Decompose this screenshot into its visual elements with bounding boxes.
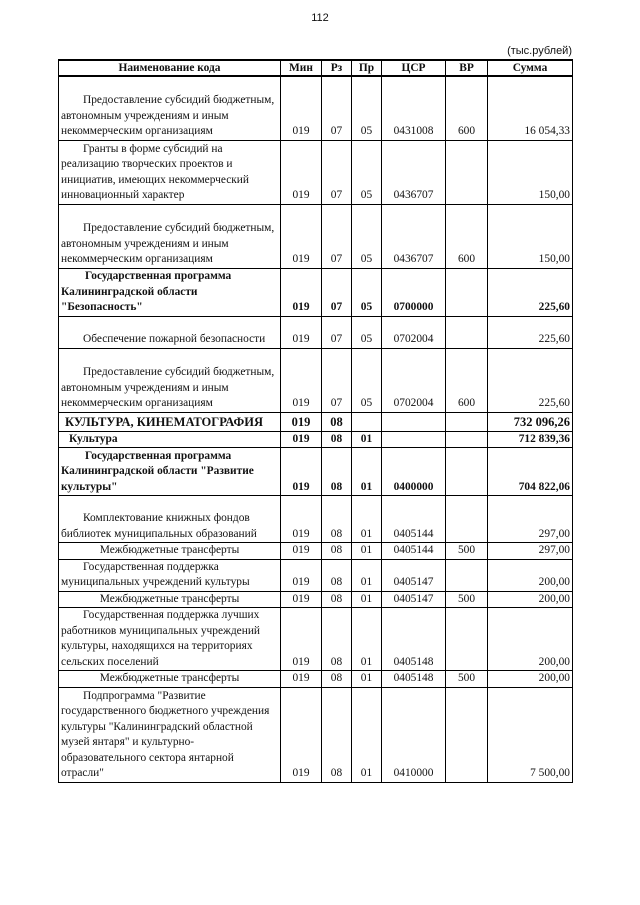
- row-name: [59, 591, 281, 608]
- row-vr: [446, 496, 488, 543]
- row-min: 019: [281, 608, 322, 671]
- row-vr: [446, 431, 488, 448]
- row-name-text: Культура: [69, 432, 118, 445]
- row-name: [59, 559, 281, 591]
- row-csr: 0702004: [382, 316, 446, 348]
- row-name-text: Обеспечение пожарной безопасности: [83, 333, 266, 345]
- row-rz: 08: [322, 671, 352, 688]
- table-row: [59, 316, 573, 348]
- table-body: [59, 76, 573, 782]
- row-name: [59, 687, 281, 782]
- row-rz: 07: [322, 204, 352, 268]
- row-min: 019: [281, 76, 322, 140]
- row-sum: 225,60: [488, 316, 573, 348]
- row-min: 019: [281, 412, 322, 431]
- row-csr: 0400000: [382, 448, 446, 496]
- row-name: [59, 348, 281, 412]
- row-min: 019: [281, 268, 322, 316]
- row-csr: 0405148: [382, 671, 446, 688]
- row-name-text: Государственная поддержка лучших работников муниципальных учреждений культуры, находящихся на территориях сельских поселений: [61, 609, 261, 668]
- table-row: [59, 671, 573, 688]
- row-rz: 08: [322, 496, 352, 543]
- row-name: [59, 316, 281, 348]
- row-sum: 150,00: [488, 204, 573, 268]
- row-sum: 200,00: [488, 608, 573, 671]
- table-row: [59, 608, 573, 671]
- row-sum: 200,00: [488, 671, 573, 688]
- row-pr: [352, 412, 382, 431]
- row-sum: 732 096,26: [488, 412, 573, 431]
- row-name: [59, 543, 281, 560]
- row-vr: [446, 140, 488, 204]
- table-row: [59, 543, 573, 560]
- row-min: 019: [281, 348, 322, 412]
- table-row: [59, 204, 573, 268]
- row-name: [59, 431, 281, 448]
- row-csr: 0436707: [382, 140, 446, 204]
- row-min: 019: [281, 559, 322, 591]
- table-row: [59, 140, 573, 204]
- row-name-text: Предоставление субсидий бюджетным, автономным учреждениям и иным некоммерческим организациям: [61, 94, 275, 137]
- table-row: [59, 76, 573, 140]
- row-sum: 297,00: [488, 543, 573, 560]
- row-rz: 08: [322, 591, 352, 608]
- row-rz: 08: [322, 608, 352, 671]
- row-name-text: Гранты в форме субсидий на реализацию творческих проектов и инициатив, имеющих некоммерческий инновационный характер: [61, 142, 249, 201]
- row-sum: 16 054,33: [488, 76, 573, 140]
- budget-table: [58, 59, 573, 783]
- col-header-csr: ЦСР: [382, 60, 446, 76]
- row-vr: [446, 448, 488, 496]
- row-name: [59, 671, 281, 688]
- table-header: [59, 60, 573, 76]
- row-name: [59, 496, 281, 543]
- row-csr: 0405144: [382, 543, 446, 560]
- row-rz: 08: [322, 412, 352, 431]
- row-pr: 01: [352, 591, 382, 608]
- row-name-text: Подпрограмма "Развитие государственного бюджетного учреждения культуры "Калининградский областной музей янтаря" и культурно-образовательного сектора янтарной отрасли": [61, 689, 270, 779]
- row-name: [59, 76, 281, 140]
- row-min: 019: [281, 496, 322, 543]
- row-min: 019: [281, 448, 322, 496]
- row-pr: 01: [352, 448, 382, 496]
- table-row: [59, 348, 573, 412]
- row-name-text: Предоставление субсидий бюджетным, автономным учреждениям и иным некоммерческим организациям: [61, 366, 275, 409]
- row-sum: 150,00: [488, 140, 573, 204]
- row-csr: [382, 412, 446, 431]
- col-header-min: Мин: [281, 60, 322, 76]
- row-sum: 297,00: [488, 496, 573, 543]
- row-csr: 0405147: [382, 591, 446, 608]
- row-sum: 225,60: [488, 348, 573, 412]
- row-vr: 600: [446, 348, 488, 412]
- row-name-text: Государственная поддержка муниципальных учреждений культуры: [61, 560, 250, 588]
- table-row: [59, 687, 573, 782]
- table-row: [59, 559, 573, 591]
- row-name: [59, 412, 281, 431]
- row-csr: 0431008: [382, 76, 446, 140]
- row-sum: 7 500,00: [488, 687, 573, 782]
- row-rz: 08: [322, 559, 352, 591]
- row-vr: [446, 316, 488, 348]
- row-vr: [446, 687, 488, 782]
- row-name: [59, 268, 281, 316]
- row-pr: 01: [352, 687, 382, 782]
- row-csr: 0405148: [382, 608, 446, 671]
- row-csr: 0410000: [382, 687, 446, 782]
- row-csr: 0436707: [382, 204, 446, 268]
- row-min: 019: [281, 431, 322, 448]
- row-pr: 01: [352, 671, 382, 688]
- row-rz: 07: [322, 268, 352, 316]
- table-row: [59, 412, 573, 431]
- row-rz: 08: [322, 687, 352, 782]
- row-name: [59, 140, 281, 204]
- table-row: [59, 591, 573, 608]
- row-csr: 0700000: [382, 268, 446, 316]
- row-pr: 05: [352, 316, 382, 348]
- row-pr: 05: [352, 348, 382, 412]
- row-rz: 08: [322, 543, 352, 560]
- row-name: [59, 608, 281, 671]
- row-rz: 07: [322, 348, 352, 412]
- table-row: [59, 268, 573, 316]
- row-sum: 225,60: [488, 268, 573, 316]
- row-pr: 05: [352, 140, 382, 204]
- col-header-vr: ВР: [446, 60, 488, 76]
- row-vr: [446, 268, 488, 316]
- row-name-text: Межбюджетные трансферты: [99, 672, 240, 684]
- row-name-text: Государственная программа Калининградской области "Безопасность": [61, 270, 232, 313]
- row-min: 019: [281, 204, 322, 268]
- row-min: 019: [281, 543, 322, 560]
- row-pr: 01: [352, 559, 382, 591]
- row-sum: 200,00: [488, 559, 573, 591]
- row-name-text: КУЛЬТУРА, КИНЕМАТОГРАФИЯ: [65, 415, 263, 429]
- row-vr: [446, 412, 488, 431]
- row-min: 019: [281, 687, 322, 782]
- units-label: (тыс.рублей): [507, 45, 572, 57]
- row-vr: 500: [446, 671, 488, 688]
- table-row: [59, 496, 573, 543]
- row-min: 019: [281, 591, 322, 608]
- row-name-text: Межбюджетные трансферты: [99, 544, 240, 556]
- row-csr: 0702004: [382, 348, 446, 412]
- col-header-name: Наименование кода: [59, 60, 281, 76]
- row-name-text: Межбюджетные трансферты: [99, 592, 240, 605]
- row-pr: 05: [352, 204, 382, 268]
- row-pr: 05: [352, 76, 382, 140]
- row-name-text: Комплектование книжных фондов библиотек муниципальных образований: [61, 512, 257, 540]
- col-header-sum: Сумма: [488, 60, 573, 76]
- table-row: [59, 448, 573, 496]
- row-min: 019: [281, 316, 322, 348]
- row-vr: [446, 559, 488, 591]
- row-pr: 05: [352, 268, 382, 316]
- row-csr: [382, 431, 446, 448]
- row-name-text: Предоставление субсидий бюджетным, автономным учреждениям и иным некоммерческим организациям: [61, 222, 275, 265]
- row-rz: 07: [322, 76, 352, 140]
- row-rz: 08: [322, 448, 352, 496]
- row-csr: 0405147: [382, 559, 446, 591]
- row-min: 019: [281, 140, 322, 204]
- row-pr: 01: [352, 496, 382, 543]
- row-rz: 07: [322, 140, 352, 204]
- row-min: 019: [281, 671, 322, 688]
- table-row: [59, 431, 573, 448]
- row-vr: 500: [446, 543, 488, 560]
- row-name-text: Государственная программа Калининградской области "Развитие культуры": [61, 449, 254, 493]
- row-pr: 01: [352, 608, 382, 671]
- page-number: 112: [311, 12, 329, 24]
- col-header-rz: Рз: [322, 60, 352, 76]
- row-rz: 07: [322, 316, 352, 348]
- row-vr: 500: [446, 591, 488, 608]
- row-name: [59, 448, 281, 496]
- row-pr: 01: [352, 543, 382, 560]
- row-rz: 08: [322, 431, 352, 448]
- row-csr: 0405144: [382, 496, 446, 543]
- row-sum: 200,00: [488, 591, 573, 608]
- row-vr: 600: [446, 76, 488, 140]
- row-sum: 712 839,36: [488, 431, 573, 448]
- row-sum: 704 822,06: [488, 448, 573, 496]
- row-vr: 600: [446, 204, 488, 268]
- row-pr: 01: [352, 431, 382, 448]
- row-name: [59, 204, 281, 268]
- col-header-pr: Пр: [352, 60, 382, 76]
- row-vr: [446, 608, 488, 671]
